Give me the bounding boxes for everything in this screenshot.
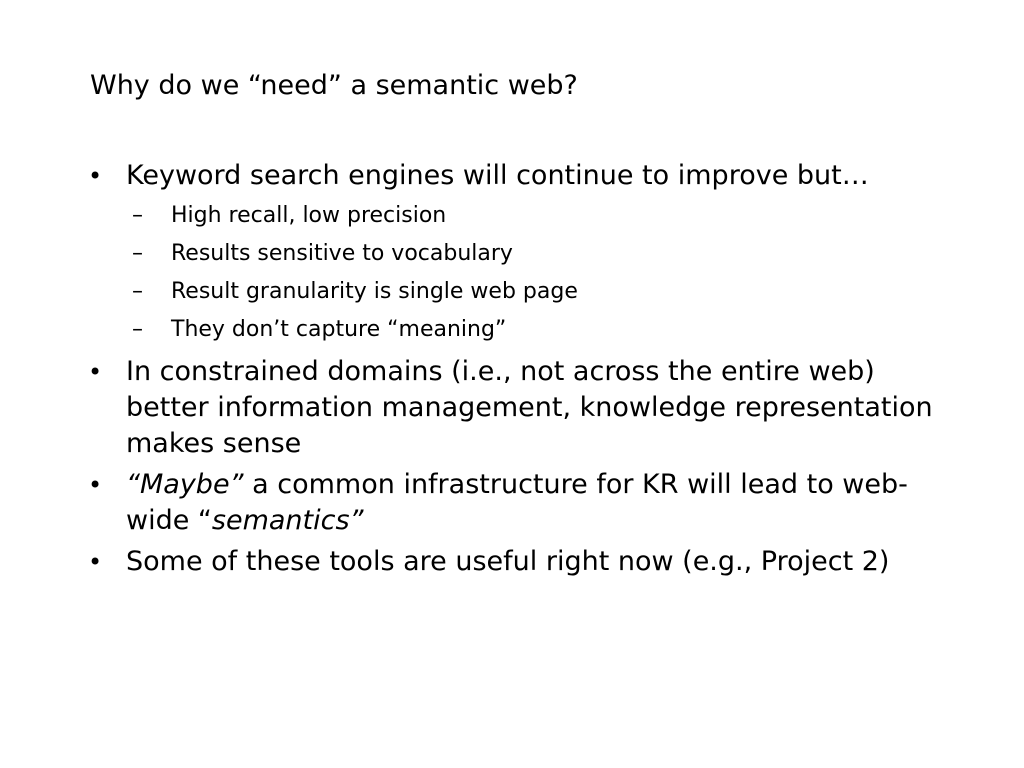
bullet-text: Keyword search engines will continue to improve but… <box>126 160 869 191</box>
bullet-text: Some of these tools are useful right now (e.g., Project 2) <box>126 546 890 577</box>
bullet-symbol: • <box>88 162 103 190</box>
bullet-item <box>88 467 948 539</box>
sub-bullet-list <box>126 197 948 349</box>
sub-bullet-text: Result granularity is single web page <box>171 279 578 304</box>
sub-bullet-text: They don’t capture “meaning” <box>171 317 507 342</box>
sub-bullet-item <box>126 197 948 235</box>
dash-symbol: – <box>132 241 143 266</box>
dash-symbol: – <box>132 279 143 304</box>
dash-symbol: – <box>132 317 143 342</box>
sub-bullet-item <box>126 273 948 311</box>
closing-quote: ” <box>349 505 364 536</box>
bullet-text: In constrained domains (i.e., not across the entire web) better information management, knowledge representation makes sense <box>126 356 933 459</box>
slide-title: Why do we “need” a semantic web? <box>90 70 578 101</box>
bullet-symbol: • <box>88 548 103 576</box>
bullet-item <box>88 354 948 462</box>
bullet-symbol: • <box>88 358 103 386</box>
maybe-emphasis: “Maybe” <box>126 469 244 500</box>
bullet-list <box>88 158 948 585</box>
sub-bullet-item <box>126 311 948 349</box>
sub-bullet-item <box>126 235 948 273</box>
bullet-item <box>88 158 948 349</box>
semantics-emphasis: semantics <box>211 505 350 536</box>
sub-bullet-text: High recall, low precision <box>171 203 447 228</box>
dash-symbol: – <box>132 203 143 228</box>
bullet-symbol: • <box>88 471 103 499</box>
bullet-text: a common infrastructure for KR will lead to web-wide “ <box>126 469 908 536</box>
bullet-item <box>88 544 948 580</box>
sub-bullet-text: Results sensitive to vocabulary <box>171 241 513 266</box>
